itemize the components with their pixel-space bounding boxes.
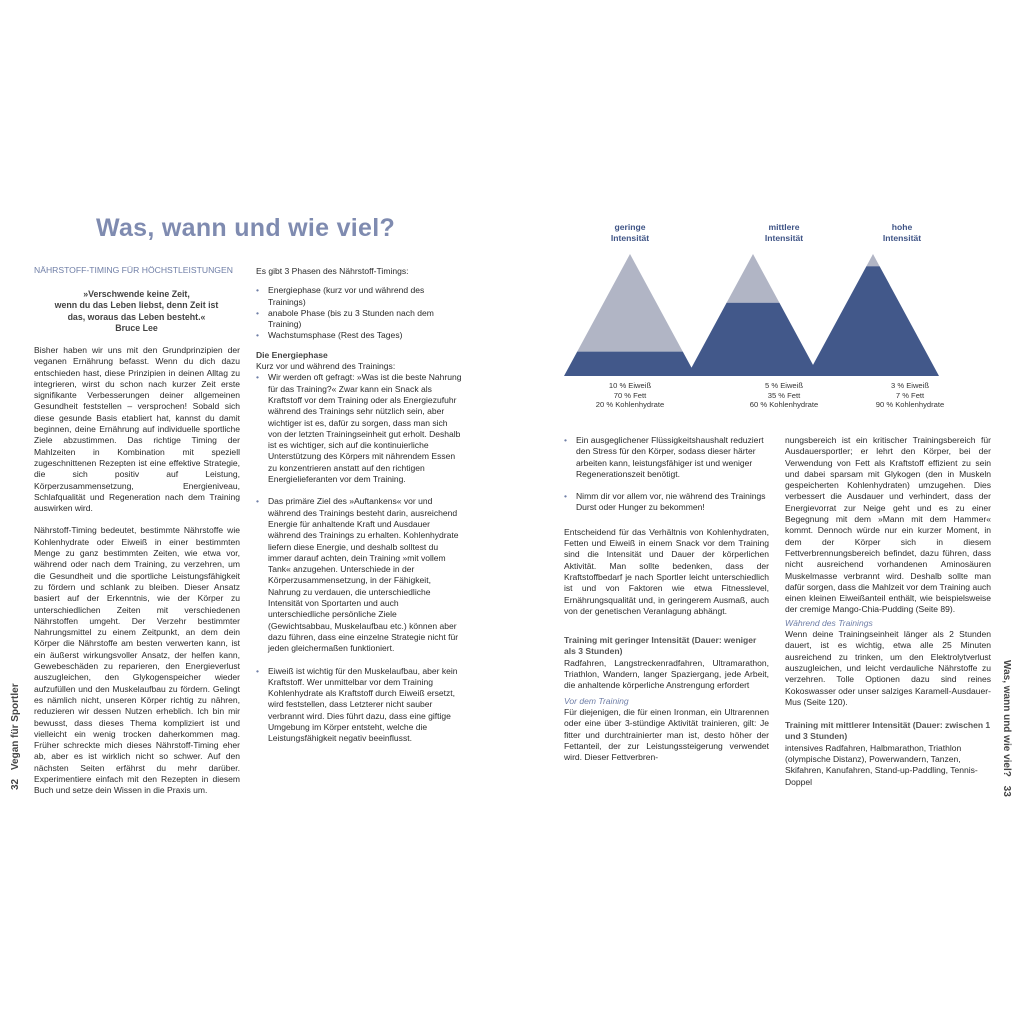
quote-line: wenn du das Leben liebst, denn Zeit ist [54,300,219,311]
section-heading: Training mit mittlerer Intensität (Dauer: zwischen 1 und 3 Stunden) [785,720,991,742]
pyramid-top-segment [577,254,683,352]
pyramid-low [564,254,696,376]
running-title: Vegan für Sportler [10,683,21,771]
paragraph: nungsbereich ist ein kritischer Trainingsbereich für Ausdauersportler; er lehrt den Körper, bei der Verwendung von Fett als Kraftstoff effizient zu sein und dabei sparsam mit Glykogen (den in Muskeln gespeicherten Kohlenhydraten) umzugehen. Dies verbessert die Ausdauer und verhindert, dass der Energievorrat zur Neige geht und es zu einer Begegnung mit dem »Mann mit dem Hammer« kommt. Dennoch würde nur ein kurzer Moment, in dem der Körper sich in diesem Fettverbrennungsbereich befindet, dazu führen, dass nicht ausreichend vorhandenen Aminosäuren Muskelmasse verbrannt wird. Deshalb sollte man dafür sorgen, dass die Mahlzeit vor dem Training auch einen kleinen Eiweißanteil enthält, wie beispielsweise der cremige Mango-Chia-Pudding (Seite 89). [785,435,991,615]
quote-line: »Verschwende keine Zeit, [83,289,190,299]
list-item: • Ein ausgeglichener Flüssigkeitshaushalt reduziert den Stress für den Körper, sodass dieser härter arbeiten kann, leistungsfähiger ist und weniger Regenerationszeit benötigt. [564,435,764,479]
subsection-heading: Vor dem Training [564,695,629,706]
paragraph: Bisher haben wir uns mit den Grundprinzipien der veganen Ernährung befasst. Wenn du dich dazu entschieden hast, diese Prinzipien in deinen Alltag zu integrieren, wirst du schon nach kurzer Zeit erste signifikante Verbesserungen deiner allgemeinen Gesundheit feststellen – versprochen! Sobald sich diese gesunde Basis etabliert hat, kannst du damit beginnen, deine Ernährung auf individuelle sportliche Ziele abzustimmen. Das richtige Timing der Mahlzeiten in Kombination mit speziell zugeschnittenen Rezepten ist eine effektive Strategie, die sich positiv auf Leistung, Körperzusammensetzung, Energieniveau, Schlafqualität und Regeneration nach dem Training auswirken wird. [34,345,240,514]
pyramid-caption: 5 % Eiweiß 35 % Fett 60 % Kohlenhydrate [749,381,819,409]
paragraph: Wenn deine Trainingseinheit länger als 2 Stunden dauert, ist es wichtig, etwa alle 25 Minuten ausreichend zu trinken, um den Elektrolytverlust auszugleichen, und leicht verdauliche Nährstoffe zu verzehren. Tolle Optionen dazu sind reines Kokoswasser oder unser salziges Karamell-Ausdauer-Mus (Seite 120). [785,629,991,707]
list-item: • Wir werden oft gefragt: »Was ist die beste Nahrung für das Training?« Zwar kann ein Snack als Kraftstoff vor dem Training oder als Energiezufuhr während des Trainings sehr nützlich sein, aber wichtiger ist es, dafür zu sorgen, dass man sich von der letzten Trainingseinheit gut erholt. Deshalb ist es wichtiger, sich auf die kontinuierliche Unterstützung des Körpers mit nährendem Essen zu konzentrieren anstatt auf den richtigen Energielieferanten vor dem Training. [256,372,462,485]
section-heading: Die Energiephase [256,349,328,360]
column-right-1 [564,435,769,774]
subsection-heading: Während des Trainings [785,617,873,628]
list-item: • Wachstumsphase (Rest des Tages) [256,330,403,341]
column-middle [256,266,462,756]
list-item: • Energiephase (kurz vor und während des Trainings) [256,285,425,307]
section-sub: Kurz vor und während des Trainings: [256,361,396,372]
running-title: Was, wann und wie viel? [1001,660,1012,777]
pyramid-carb-segment [564,352,696,376]
pyramid-caption: 10 % Eiweiß 70 % Fett 20 % Kohlenhydrate [595,381,665,409]
page-number: 33 [1001,785,1012,797]
paragraph: intensives Radfahren, Halbmarathon, Triathlon (olympische Distanz), Powerwandern, Tanzen, Skifahren, Kanufahren, Stand-up-Paddling, Tennis-Doppel [785,742,978,787]
column-left [34,345,240,808]
pyramid-label: hohe Intensität [882,222,922,243]
quote-line: das, woraus das Leben besteht.« [67,311,206,322]
pyramid-carb-segment [807,266,939,376]
pyramids-svg [560,250,980,380]
list-item: • Das primäre Ziel des »Auftankens« vor und während des Trainings besteht darin, ausreichend Energie für anhaltende Kraft und Ausdauer während des Trainings zu erhalten. Kohlenhydrate liefern diese Energie, und deshalb solltest du immer darauf achten, dein Training »mit vollem Tank« anzugehen. Unterschiede in der Körperzusammensetzung, in der Fähigkeit, Nahrung zu verdauen, die unterschiedliche Intensität von Sportarten und auch unterschiedliche persönliche Ziele (Gewichtsabbau, Muskelaufbau etc.) können aber dazu führen, dass eine einzelne Strategie nicht für jeden gleichermaßen funktioniert. [256,496,459,654]
paragraph: Nährstoff-Timing bedeutet, bestimmte Nährstoffe wie Kohlenhydrate oder Eiweiß in einer bestimmten Menge zu ganz bestimmten Zeiten, wie etwa vor, während oder nach dem Training, zu verzehren, um die Gesundheit und die sportliche Leistungsfähigkeit zu fördern und schlank zu bleiben. Dieser Ansatz basiert auf der Erkenntnis, wie der Körper zu unterschiedlichen Zeiten mit verschiedenen Nährstoffen umgeht. Der Verzehr bestimmter Nahrungsmittel zu einem Zeitpunkt, an dem dein Körper die Nährstoffe am besten verwerten kann, ist ein äußerst wirkungsvoller Ansatz, der helfen kann, Gewebeschäden zu reparieren, den Energieverlust auszugleichen, den Glykogenspeicher wieder aufzufüllen und den Muskelaufbau zu fördern. Gelingt es nämlich nicht, unseren Körper richtig zu nähren, reduzieren wir dessen Nutzen erheblich. Ich bin mir bewusst, dass dieses Thema kompliziert ist und vielleicht ein wenig trocken daherkommen mag. Früher schreckte mich dieses Nährstoff-Timing eher ab, aber es ist wirklich nicht so schwer. Auf den nächsten Seiten erfährst du mehr darüber. Experimentiere einfach mit den Rezepten in diesem Buch und setze dein Wissen in die Praxis um. [34,525,240,796]
pyramid-label: geringe Intensität [610,222,650,243]
list-item: • anabole Phase (bis zu 3 Stunden nach dem Training) [256,307,434,330]
section-subheading: NÄHRSTOFF-TIMING FÜR HÖCHSTLEISTUNGEN [34,265,233,275]
list-item: • Nimm dir vor allem vor, nie während des Trainings Durst oder Hunger zu bekommen! [564,491,766,513]
quote-author: Bruce Lee [115,322,158,333]
pyramid-carb-segment [687,303,819,376]
pyramid-high [807,254,939,376]
page-number: 32 [10,778,21,790]
paragraph: Für diejenigen, die für einen Ironman, ein Ultrarennen oder eine über 3-stündige Aktivität trainieren, gilt: Je fitter und durchtrainierter man ist, desto höher der Fettanteil, der zur Leistungssteigerung verwendet wird. Dieser Fettverbren- [564,706,769,763]
pyramid-top-segment [727,254,780,303]
quote [34,289,239,334]
pyramid-top-segment [866,254,879,266]
pyramid-caption: 3 % Eiweiß 7 % Fett 90 % Kohlenhydrate [875,381,945,409]
list-item: • Eiweiß ist wichtig für den Muskelaufbau, aber kein Kraftstoff. Wer unmittelbar vor dem Training Kohlenhydrate als Kraftstoff durch Eiweiß ersetzt, wird feststellen, dass Letzterer nicht sauber verbrannt wird. Dies führt dazu, dass eine giftige Umgebung im Körper entsteht, welche die Leistungsfähigkeit negativ beeinflusst. [256,665,458,744]
section-heading: Training mit geringer Intensität (Dauer: weniger als 3 Stunden) [564,635,757,657]
pyramid-medium [687,254,819,376]
column-right-2 [785,435,991,799]
page-title: Was, wann und wie viel? [96,214,396,242]
page-footer-left [10,683,21,790]
paragraph: Entscheidend für das Verhältnis von Kohlenhydraten, Fetten und Eiweiß in einem Snack vor dem Training sind die Intensität und Dauer der körperlichen Aktivität. Man sollte bedenken, dass der Kraftstoffbedarf je nach Sportler leicht unterschiedlich ist und von Faktoren wie etwa Fitnesslevel, Ernährungsqualität und, in geringerem Ausmaß, auch von der genetischen Veranlagung abhängt. [564,526,769,616]
page-footer-right [1001,660,1012,803]
phases-intro: Es gibt 3 Phasen des Nährstoff-Timings: [256,266,409,276]
pyramid-label: mittlere Intensität [764,222,804,243]
paragraph: Radfahren, Langstreckenradfahren, Ultramarathon, Triathlon, Wandern, langer Spaziergang, jede Arbeit, die anhaltende körperliche Anstrengung erfordert [564,657,769,691]
